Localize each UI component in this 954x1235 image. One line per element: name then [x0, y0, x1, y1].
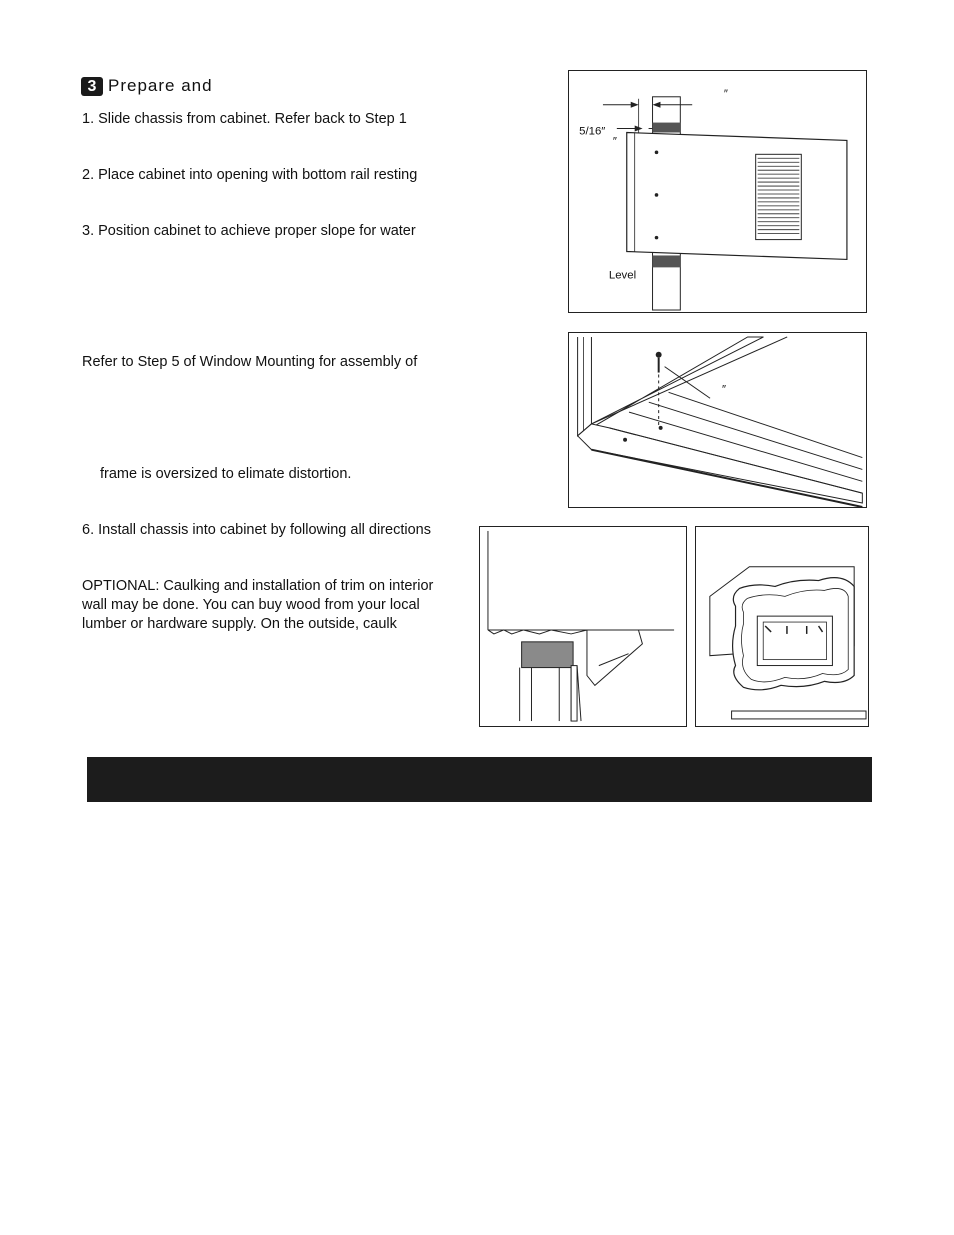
rail-section-diagram	[479, 526, 687, 727]
screw-inch-mark: ″	[721, 383, 726, 396]
wall-frame-graphic	[696, 527, 868, 726]
frame-screw-diagram	[568, 332, 867, 508]
instruction-refer: Refer to Step 5 of Window Mounting for assembly of	[82, 354, 418, 370]
step-number-badge: 3	[81, 77, 103, 96]
section-banner	[87, 757, 872, 802]
instruction-item-3: 3. Position cabinet to achieve proper slope for water	[82, 223, 416, 239]
level-label: Level	[608, 269, 637, 282]
instruction-item-2: 2. Place cabinet into opening with bottom rail resting	[82, 167, 418, 183]
optional-line-3: lumber or hardware supply. On the outside, caulk	[82, 616, 397, 632]
instruction-frame-note: frame is oversized to elimate distortion.	[100, 466, 352, 482]
wall-frame-diagram	[695, 526, 869, 727]
slope-inch-mark: ″	[723, 87, 728, 100]
instruction-item-6: 6. Install chassis into cabinet by following all directions	[82, 522, 431, 538]
frame-screw-graphic	[569, 333, 866, 507]
optional-line-1: OPTIONAL: Caulking and installation of trim on interior	[82, 578, 434, 594]
slope-diagram-graphic	[569, 71, 866, 312]
step-title: Prepare and	[108, 76, 213, 95]
slope-measure-label: 5/16″	[579, 125, 606, 138]
slope-inch-mark-small: ″	[612, 135, 617, 148]
slope-diagram	[568, 70, 867, 313]
rail-section-graphic	[480, 527, 686, 726]
optional-line-2: wall may be done. You can buy wood from your local	[82, 597, 420, 613]
instruction-item-1: 1. Slide chassis from cabinet. Refer back to Step 1	[82, 111, 407, 127]
